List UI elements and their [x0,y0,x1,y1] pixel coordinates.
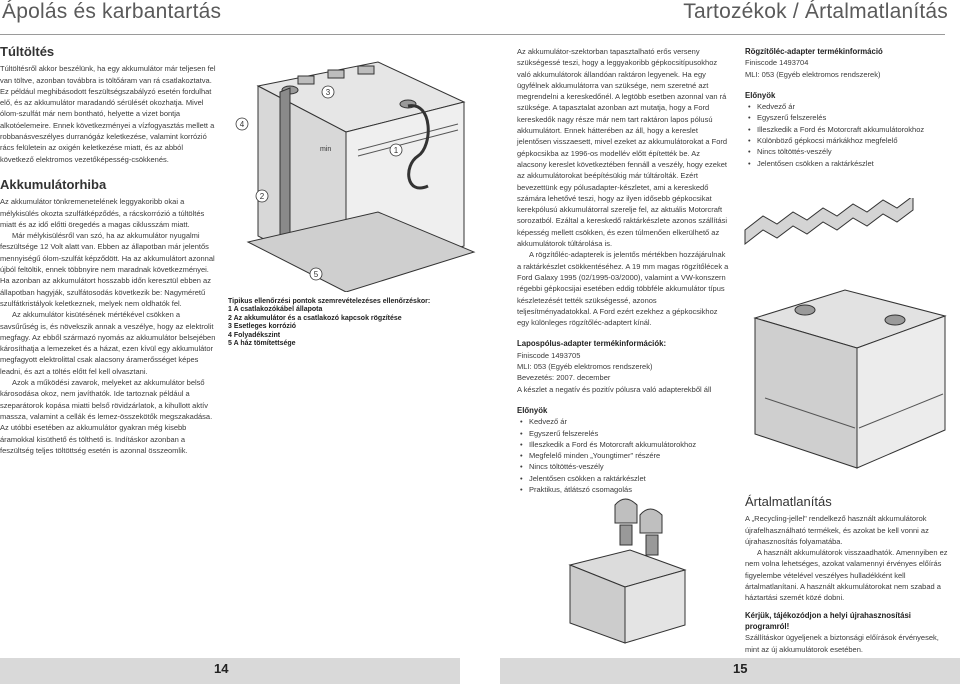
pole-benefits-title: Előnyök [517,405,548,415]
callout-1: 1 [393,146,399,155]
disposal-question: Kérjük, tájékozódjon a helyi újrahasznosítási programról! [745,610,911,631]
pole-info-line: A készlet a negatív és pozitív pólusra való adapterekből áll [517,384,712,394]
fault-paragraph-4: Azok a működési zavarok, melyeket az akkumulátor belső károsodása okoz, nem javíthatók. Ide tartoznak például a szeparátorok kopása miatti belső rövidzárlatok, a kihullott aktív massza, valamint a cellák és lemez-összekötők megszakadása. Az utóbbi esetében az akkumulátor gyakran még kisebb áramokkal kisüthető és tölthető is. Indításkor azonban a feszültség teljes töltöttség esetén is azonnal összeomlik. [0,378,213,455]
rail-adapter-title: Rögzítőléc-adapter termékinformáció [745,47,883,56]
right-footer-bar [500,658,960,684]
header-rule [0,34,945,35]
overcharge-body: Túltöltésről akkor beszélünk, ha egy akkumulátor már teljesen fel van töltve, azonban továbbra is töltőáram van rá csatlakoztatva. Ez például meghibásodott feszültségszabályzó esetén fordulhat elő, és az akkumulátor maradandó sérülését okozhatja. Mivel ólom-szulfát már nem bontható, helyette a vizet bontja alkotóelemeire. Ennek következményei a vízfogyasztás mellett a robbanásveszélyes durranógáz keletkezése, valamint korrózió rács felületein az oxigén keletkezése miatt, és az abból következő elektromos vezetőképesség-csökkenés. [0,64,216,164]
callout-2: 2 [259,192,265,201]
list-item: • Illeszkedik a Ford és Motorcraft akkumulátorokhoz [529,439,731,450]
list-item: • Megfelelő minden „Youngtimer" részére [529,450,731,461]
pole-benefits-list [517,416,731,495]
right-middle-column [517,46,731,495]
list-item: • Kedvező ár [529,416,731,427]
fault-paragraph-3: Az akkumulátor kisütésének mértékével csökken a savsűrűség is, és növekszik annak a veszélye, hogy az elektrolit megfagy. Az ebből származó nyomás az akkumulátor belsejében károsíthatja a lemezeket és a házat, ezen kívül egy akkumulátor megfagyott elektrolittal csak alacsony áramerősséget képes leadni, és azt a töltés előtt fel kell olvasztani. [0,310,216,376]
callout-3: 3 [325,88,331,97]
list-item: • Jelentősen csökken a raktárkészlet [529,473,731,484]
list-item: • Különböző gépkocsi márkákhoz megfelelő [757,135,955,146]
pole-adapter-title: Lapospólus-adapter termékinformációk: [517,339,667,349]
list-item: • Nincs töltöttés-veszély [757,146,955,157]
fault-paragraph-1: Az akkumulátor tönkremenetelének leggyakoribb okai a mélykisülés okozta szulfátképződés, a rácskorrózió a túltöltés miatt és az idő előtti öregedés a magas ciklusszám miatt. [0,197,205,229]
rail-adapter-illustration [735,198,950,483]
callout-4: 4 [239,120,245,129]
disposal-paragraph-1: A „Recycling-jellel" rendelkező használt akkumulátorok újrafelhasználható termékek, és azokat be kell vonni az újrahasznosítás folyamatába. [745,514,929,546]
pole-info-line: MLI: 053 (Egyéb elektromos rendszerek) [517,362,653,372]
left-text-column [0,46,218,456]
intro-paragraph-2: A rögzítőléc-adapterek is jelentős mértékben hozzájárulnak a raktárkészlet csökkentéséhez. A 19 mm magas rögzítőlécek a Ford Galaxy 1995 (02/1995-03/2000), valamint a VW-konszern régebbi gépkocsijai esetében eddig többféle akkumulátor típus készletezését tették szükségessé, azonos teljesítményadatokkal. A Ford ezért ezekhez a gépkocsikhoz egy különleges rögzítőléc-adaptert kínál. [517,250,729,328]
pole-adapter-illustration [560,485,690,650]
fault-paragraph-2: Már mélykisülésről van szó, ha az akkumulátor nyugalmi feszültsége 12 Volt alatt van. Ebben az állapotban már jelentős mennyiségű ólom-szulfát képződött. Ha az akkumulátort azonnal újból feltöltik, ennek többnyire nem maradnak következményei. Ha azonban az akkumulátort hosszabb időn keresztül ebben az állapotban hagyják, szulfátosodás következik be: Nagyméretű szulfátkristályok keletkeznek, melyek nem oldhatók fel. [0,231,215,308]
list-item: • Jelentősen csökken a raktárkészlet [757,158,955,169]
list-item: • Kedvező ár [757,101,955,112]
callout-5: 5 [313,270,319,279]
right-right-column [745,46,955,169]
caption-item: 3 Esetleges korrózió [228,323,297,331]
right-page-header: Tartozékok / Ártalmatlanítás [683,0,948,23]
caption-item: 5 A ház tömítettsége [228,340,296,348]
caption-item: 1 A csatlakozókábel állapota [228,306,323,314]
disposal-title: Ártalmatlanítás [745,494,832,509]
section-title-battery-fault: Akkumulátorhiba [0,176,107,192]
pole-info-line: Bevezetés: 2007. december [517,373,611,383]
disposal-paragraph-3: Szállításkor ügyeljenek a biztonsági előírások érvényesek, mint az új akkumulátorok esetében. [745,633,939,654]
list-item: • Illeszkedik a Ford és Motorcraft akkumulátorokhoz [757,124,955,135]
left-page-number: 14 [214,661,229,676]
fluid-level-label: min [320,146,332,153]
section-title-overcharge: Túltöltés [0,44,55,59]
disposal-paragraph-2: A használt akkumulátorok visszaadhatók. Amennyiben ez nem volna lehetséges, azokat valamennyi érvényes előírás figyelembe vételével veszélyes hulladékként kell ártalmatlanítani. A használt akkumulátorokat nem szabad a háztartási szemét közé dobni. [745,548,948,603]
intro-paragraph-1: Az akkumulátor-szektorban tapasztalható erős verseny szükségessé teszi, hogy a leggyakoribb gépkocsitípusokhoz való akkumulátorok állandóan raktáron legyenek. Ha egy ügyfélnek akkumulátorra van szüksége, nem szeretné azt megrendelni a kereskedőnél. A legtöbb esetben azonnal van rá szüksége. A tapasztalat azonban azt mutatja, hogy a Ford kereskedők nagy része már nem tart raktáron lapos pólusú akkumulátort. Ennek hátterében az áll, hogy a kereslet jelentősen visszaesett, mivel ezeket az akkumulátorokat a Ford gépkocsikba az 1996-os modellév előtt építették be. Az alacsony kereslet következtében fennáll a veszély, hogy ezeket az akkumulátorokat beépítésükig már túltárolták. Ezért bevezettünk egy pólusadapter-készletet, ami a kereskedő számára lehetővé teszi, hogy az ilyen idősebb gépkocsikat kerekpólusú akkumulátorral szerelje fel, az aktuális Motorcraft sorozatból. Ezáltal a kereskedő raktárkészlete azonos szállítási képesség mellett csökken, és ezen túlmenően elkerülhető az akkumulátorok túltárolása is. [517,47,728,249]
rail-benefits-list [745,101,955,169]
list-item: • Egyszerű felszerelés [529,428,731,439]
rail-benefits-title: Előnyök [745,90,776,100]
right-page-number: 15 [733,661,748,676]
rail-info-line: MLI: 053 (Egyéb elektromos rendszerek) [745,69,881,79]
caption-item: 2 Az akkumulátor és a csatlakozó kapcsok rögzítése [228,314,402,322]
list-item: • Egyszerű felszerelés [757,112,955,123]
list-item: • Nincs töltöttés-veszély [529,461,731,472]
figure-caption [228,298,478,348]
left-footer-bar [0,658,460,684]
left-page-header: Ápolás és karbantartás [2,0,222,23]
list-item: • Praktikus, átlátszó csomagolás [529,484,731,495]
battery-inspection-figure [228,46,476,292]
disposal-section [745,496,955,655]
caption-item: 4 Folyadékszint [228,331,281,339]
rail-info-line: Finiscode 1493704 [745,58,809,68]
pole-info-line: Finiscode 1493705 [517,350,581,360]
caption-title: Tipikus ellenőrzési pontok szemrevételezéses ellenőrzéskor: [228,298,431,305]
